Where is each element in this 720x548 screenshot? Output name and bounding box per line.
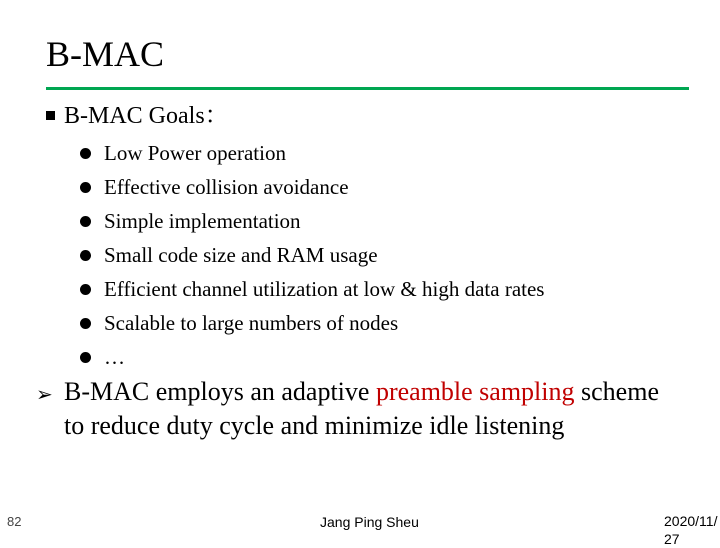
list-item	[80, 206, 544, 240]
round-bullet-icon	[80, 216, 91, 227]
goal-text: Low Power operation	[104, 141, 286, 165]
goal-text: Effective collision avoidance	[104, 175, 349, 199]
list-item	[80, 240, 544, 274]
goal-text: …	[104, 345, 125, 369]
goals-label: B-MAC Goals：	[64, 103, 229, 129]
goal-text: Simple implementation	[104, 209, 301, 233]
statement-highlight: preamble sampling	[375, 377, 575, 406]
square-bullet-icon	[46, 111, 55, 120]
statement-text	[64, 375, 676, 443]
statement-after: scheme to reduce duty cycle and minimize idle listening	[64, 377, 659, 440]
footer-author: Jang Ping Sheu	[320, 514, 419, 530]
list-item	[80, 138, 544, 172]
title-divider	[46, 87, 689, 90]
goals-heading	[46, 98, 229, 134]
goal-text: Scalable to large numbers of nodes	[104, 311, 399, 335]
round-bullet-icon	[80, 318, 91, 329]
round-bullet-icon	[80, 250, 91, 261]
round-bullet-icon	[80, 148, 91, 159]
slide-title: B-MAC	[46, 34, 165, 74]
page-number: 82	[7, 514, 22, 529]
list-item	[80, 172, 544, 206]
bmac-statement	[36, 375, 676, 443]
round-bullet-icon	[80, 284, 91, 295]
footer-date: 2020/11/27	[664, 513, 718, 547]
list-item	[80, 308, 544, 342]
list-item	[80, 274, 544, 308]
arrow-bullet-icon: ➢	[36, 382, 53, 406]
list-item	[80, 342, 544, 376]
goals-list	[80, 138, 544, 376]
round-bullet-icon	[80, 182, 91, 193]
statement-before: B-MAC employs an adaptive	[64, 377, 376, 406]
goal-text: Small code size and RAM usage	[104, 243, 378, 267]
goal-text: Efficient channel utilization at low & high data rates	[104, 277, 545, 301]
round-bullet-icon	[80, 352, 91, 363]
